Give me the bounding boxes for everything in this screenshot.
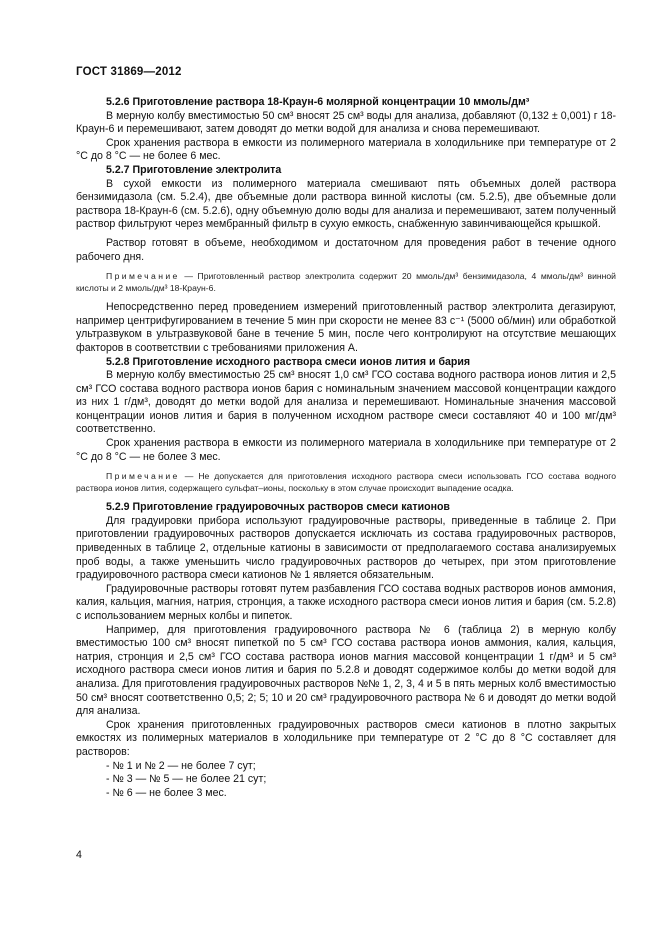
list-item: - № 3 — № 5 — не более 21 сут; xyxy=(106,773,267,786)
list-item: - № 6 — не более 3 мес. xyxy=(106,786,227,799)
paragraph: Срок хранения раствора в емкости из полимерного материала в холодильнике при температуре от 2 °С до 8 °С — не более 3 мес. xyxy=(76,437,616,463)
note-text: — Не допускается для приготовления исходного раствора смеси использовать ГСО состава водного раствора ионов лития, содержащего сульфат–ионы, поскольку в этом случае происходит выпадение осадка. xyxy=(76,471,616,493)
note-label: Примечание xyxy=(106,471,180,482)
paragraph: Непосредственно перед проведением измерений приготовленный раствор электролита дегазируют, например центрифугированием в течение 5 мин при скорости не менее 83 с⁻¹ (5000 об/мин) или обработкой ультразвуком в ультразвуковой бане в течение 5 мин, после чего контролируют на отсутствие мешающих факторов в соответствии с требованиями приложения А. xyxy=(76,301,616,354)
standard-designation: ГОСТ 31869—2012 xyxy=(76,66,182,78)
section-heading-5-2-8: 5.2.8 Приготовление исходного раствора смеси ионов лития и бария xyxy=(106,355,471,368)
note xyxy=(76,471,616,494)
paragraph: В мерную колбу вместимостью 25 см³ вносят 1,0 см³ ГСО состава водного раствора ионов лития и 2,5 см³ ГСО состава водного раствора ионов бария с номинальным значением массовой концентрации каждого из них 1 г/дм³, доводят до метки водой для анализа и перемешивают. Номинальные значения массовой концентрации ионов лития и бария в полученном исходном растворе смеси составляют 40 и 100 мг/дм³ соответственно. xyxy=(76,369,616,436)
note-text: — Приготовленный раствор электролита содержит 20 ммоль/дм³ бензимидазола, 4 ммоль/дм³ винной кислоты и 2 ммоль/дм³ 18-Краун-6. xyxy=(76,271,616,293)
note-label: Примечание xyxy=(106,271,180,282)
list-item: - № 1 и № 2 — не более 7 сут; xyxy=(106,759,256,772)
paragraph: В мерную колбу вместимостью 50 см³ вносят 25 см³ воды для анализа, добавляют (0,132 ± 0,001) г 18-Краун-6 и перемешивают, затем доводят до метки водой для анализа и снова перемешивают. xyxy=(76,109,616,136)
paragraph: Например, для приготовления градуировочного раствора № 6 (таблица 2) в мерную колбу вместимостью 100 см³ вносят пипеткой по 5 см³ ГСО состава раствора ионов аммония, калия, кальция, натрия, стронция и 2,5 см³ ГСО состава раствора ионов магния массовой концентрации 1 г/дм³ и 5 см³ исходного раствора смеси ионов лития и бария по 5.2.8 и доводят содержимое колбы до метки водой для анализа. Для приготовления градуировочных растворов №№ 1, 2, 3, 4 и 5 в пять мерных колб вместимостью 50 см³ вносят соответственно 0,5; 2; 5; 10 и 20 см³ градуировочного раствора № 6 и доводят до метки водой для анализа. xyxy=(76,623,616,718)
paragraph: Градуировочные растворы готовят путем разбавления ГСО состава водных растворов ионов аммония, калия, кальция, магния, натрия, стронция, а также исходного раствора смеси ионов лития и бария (см. 5.2.8) с использованием мерных колбы и пипеток. xyxy=(76,582,616,622)
section-heading-5-2-6: 5.2.6 Приготовление раствора 18-Краун-6 молярной концентрации 10 ммоль/дм³ xyxy=(106,96,530,108)
section-heading-5-2-7: 5.2.7 Приготовление электролита xyxy=(106,163,282,176)
paragraph: В сухой емкости из полимерного материала смешивают пять объемных долей раствора бензимидазола (см. 5.2.4), две объемные доли раствора винной кислоты (см. 5.2.5), две объемные доли раствора 18-Краун-6 (см. 5.2.6), одну объемную долю воды для анализа и перемешивают, затем полученный раствор фильтруют через мембранный фильтр в сухую емкость, снабженную завинчивающейся крышкой. xyxy=(76,177,616,231)
document-body xyxy=(76,96,616,800)
note xyxy=(76,271,616,294)
paragraph: Срок хранения раствора в емкости из полимерного материала в холодильнике при температуре от 2 °С до 8 °С — не более 6 мес. xyxy=(76,136,616,163)
paragraph: Раствор готовят в объеме, необходимом и достаточном для проведения работ в течение одного рабочего дня. xyxy=(76,236,616,263)
paragraph: Для градуировки прибора используют градуировочные растворы, приведенные в таблице 2. При приготовлении градуировочных растворов допускается исключать из состава градуировочных растворов, приведенных в таблице 2, отдельные катионы в зависимости от предполагаемого состава анализируемых проб воды, а также уменьшить число градуировочных растворов до четырех, при этом приготовление градуировочного раствора смеси катионов № 1 является обязательным. xyxy=(76,514,616,582)
section-heading-5-2-9: 5.2.9 Приготовление градуировочных растворов смеси катионов xyxy=(106,501,450,514)
page-number: 4 xyxy=(76,849,82,861)
paragraph: Срок хранения приготовленных градуировочных растворов смеси катионов в плотно закрытых емкостях из полимерных материалов в холодильнике при температуре от 2 °С до 8 °С составляет для растворов: xyxy=(76,718,616,758)
